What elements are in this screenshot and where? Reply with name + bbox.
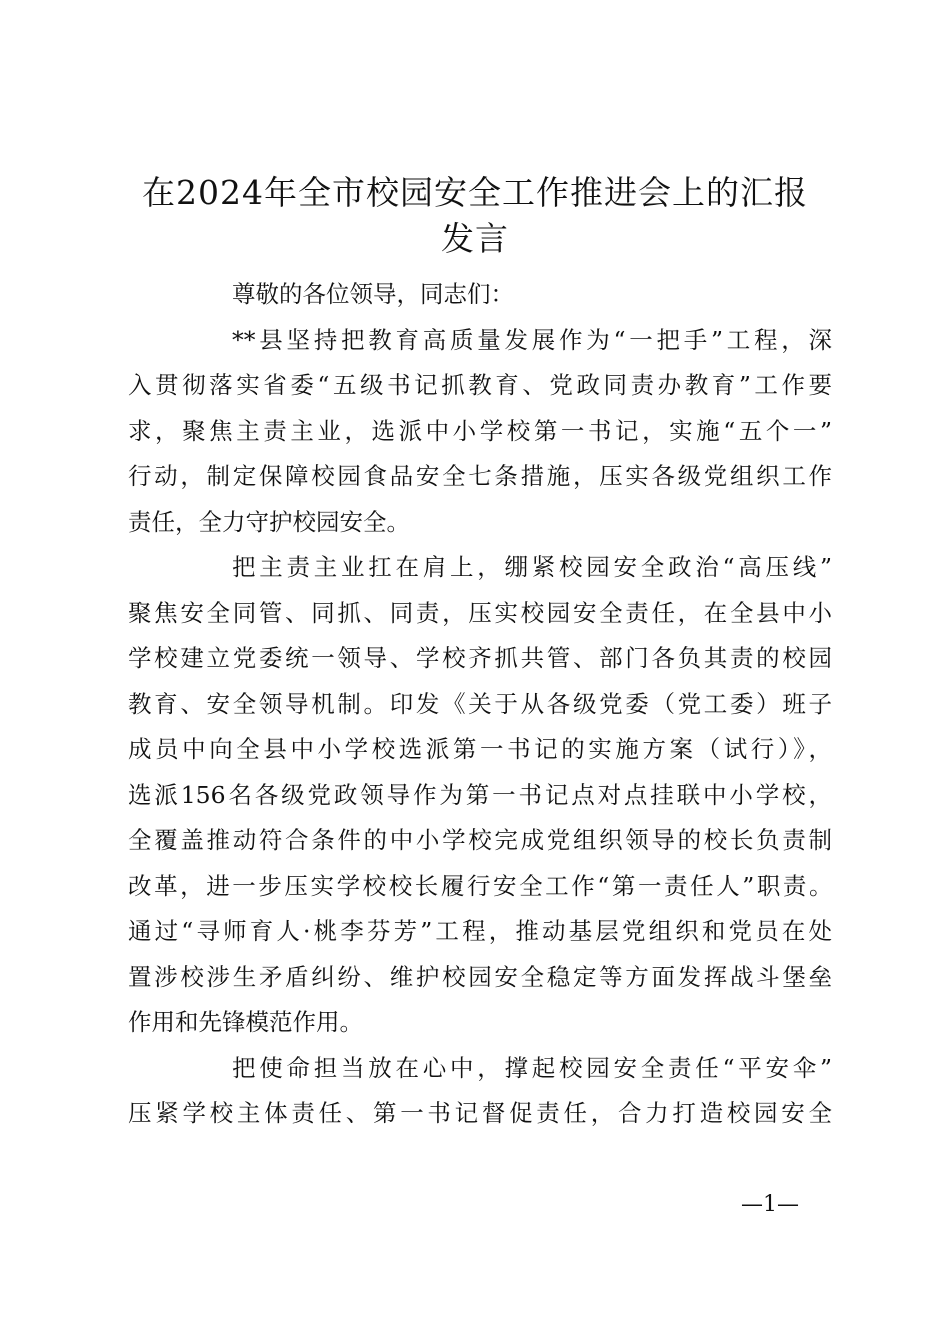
salutation: 尊敬的各位领导，同志们： <box>232 280 514 308</box>
title-line-1: 在2024年全市校园安全工作推进会上的汇报 <box>142 173 808 212</box>
document-body <box>128 272 832 1137</box>
paragraph-line: 聚焦安全同管、同抓、同责，压实校园安全责任，在全县中小 <box>128 598 832 627</box>
paragraph-1 <box>128 318 832 546</box>
paragraph-line: 改革，进一步压实学校校长履行安全工作“第一责任人”职责。 <box>128 871 832 900</box>
paragraph-2 <box>128 545 832 1046</box>
paragraph-line: 行动，制定保障校园食品安全七条措施，压实各级党组织工作 <box>128 462 832 490</box>
paragraph-line: 把使命担当放在心中，撑起校园安全责任“平安伞” <box>232 1053 832 1082</box>
document-title <box>120 170 830 262</box>
paragraph-line: 求，聚焦主责主业，选派中小学校第一书记，实施“五个一” <box>128 416 832 445</box>
paragraph-line: 学校建立党委统一领导、学校齐抓共管、部门各负其责的校园 <box>128 644 832 672</box>
paragraph-line: **县坚持把教育高质量发展作为“一把手”工程，深 <box>232 325 832 354</box>
title-line-2: 发言 <box>441 219 509 258</box>
paragraph-line: 把主责主业扛在肩上，绷紧校园安全政治“高压线” <box>232 553 832 581</box>
paragraph-line: 教育、安全领导机制。印发《关于从各级党委（党工委）班子 <box>128 689 832 718</box>
paragraph-line: 作用和先锋模范作用。 <box>128 1008 363 1036</box>
paragraph-line: 压紧学校主体责任、第一书记督促责任，合力打造校园安全 <box>128 1099 832 1127</box>
page-number: —1— <box>741 1192 799 1217</box>
paragraph-line: 通过“寻师育人·桃李芬芳”工程，推动基层党组织和党员在处 <box>128 917 832 945</box>
paragraph-line: 成员中向全县中小学校选派第一书记的实施方案（试行）》， <box>128 735 832 763</box>
paragraph-line: 责任，全力守护校园安全。 <box>128 507 410 536</box>
paragraph-line: 全覆盖推动符合条件的中小学校完成党组织领导的校长负责制 <box>128 826 832 854</box>
paragraph-3 <box>128 1046 832 1137</box>
paragraph-line: 入贯彻落实省委“五级书记抓教育、党政同责办教育”工作要 <box>128 371 832 399</box>
paragraph-line: 选派156名各级党政领导作为第一书记点对点挂联中小学校， <box>128 780 832 809</box>
paragraph-line: 置涉校涉生矛盾纠纷、维护校园安全稳定等方面发挥战斗堡垒 <box>128 962 832 991</box>
